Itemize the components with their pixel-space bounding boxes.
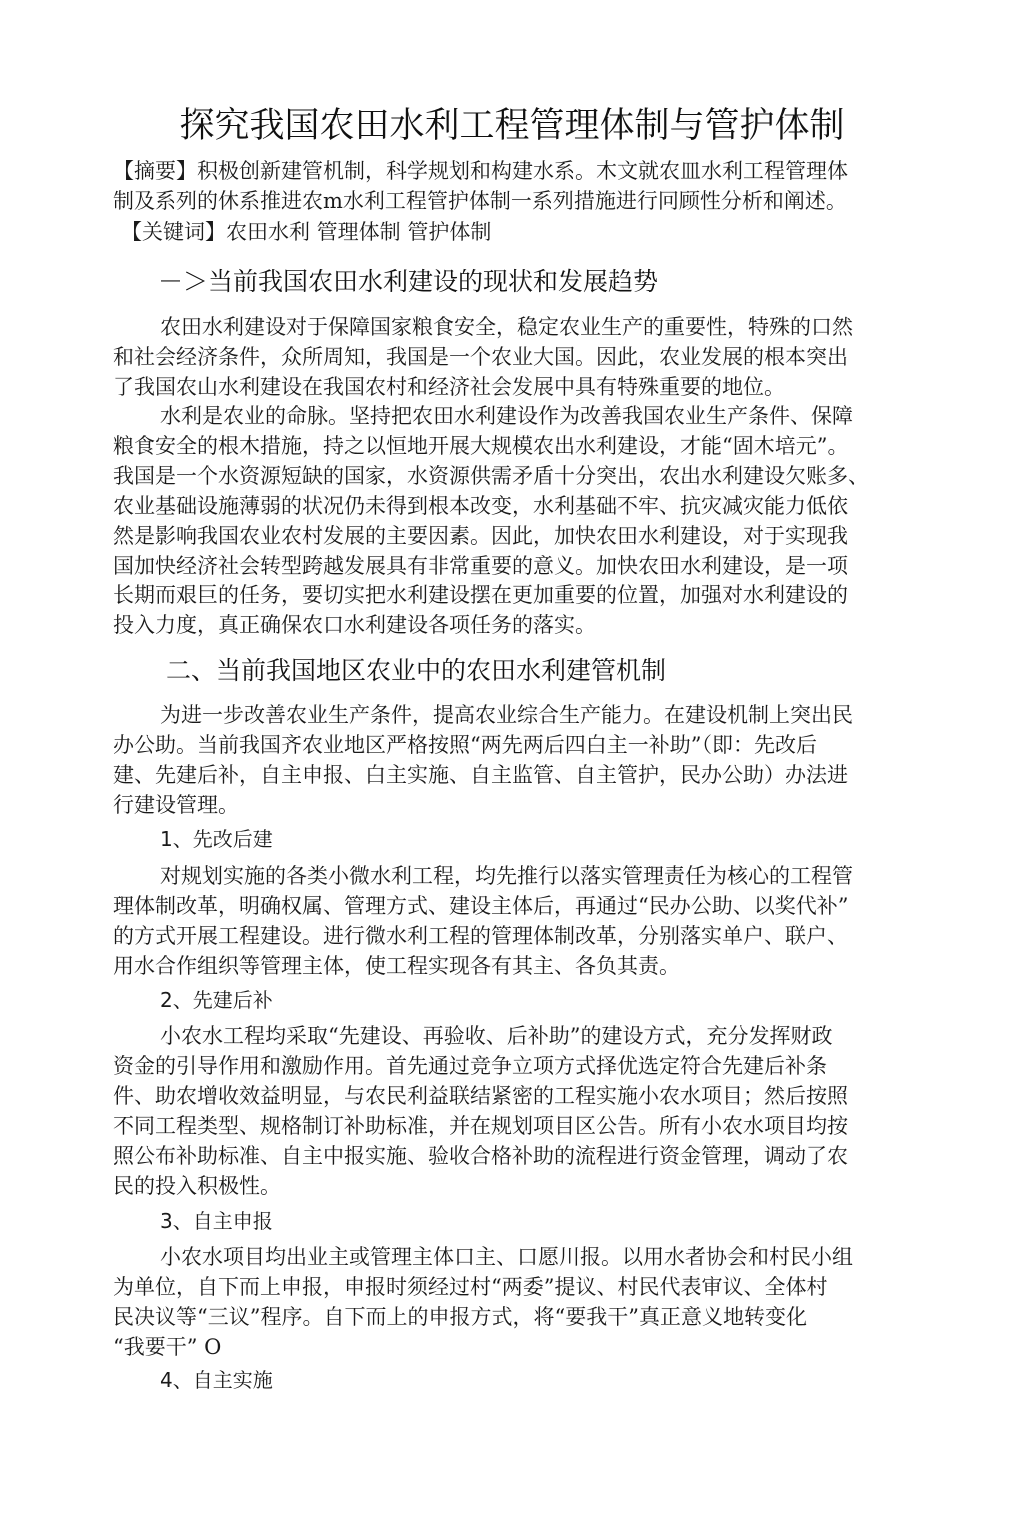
subsection-label: 1、先改后建 (160, 827, 273, 851)
subsection-label: 4、自主实施 (160, 1368, 273, 1392)
paragraph-line: 建、先建后补，自主申报、白主实施、自主监管、自主管护，民办公助）办法进 (113, 763, 848, 787)
paragraph-line: 民的投入积极性。 (113, 1174, 281, 1198)
paragraph-line: 件、助农增收效益明显，与农民利益联结紧密的工程实施小农水项目；然后按照 (113, 1084, 848, 1108)
section-heading: －＞当前我国农田水利建设的现状和发展趋势 (158, 267, 659, 296)
paragraph-line: 水利是农业的命脉。坚持把农田水利建设作为改善我国农业生产条件、保障 (160, 404, 853, 428)
paragraph-line: 理体制改革，明确权属、管理方式、建设主体后，再通过“民办公助、以奖代补” (113, 894, 849, 918)
paragraph-line: 长期而艰巨的任务，要切实把水利建设摆在更加重要的位置，加强对水利建设的 (113, 583, 848, 607)
section-heading: 二、当前我国地区农业中的农田水利建管机制 (166, 656, 667, 685)
document-title: 探究我国农田水利工程管理体制与管护体制 (179, 106, 845, 146)
paragraph-line: 照公布补助标准、自主中报实施、验收合格补助的流程进行资金管理，调动了农 (113, 1144, 848, 1168)
paragraph-line: 为单位，自下而上申报，申报时须经过村“两委”提议、村民代表审议、全体村 (113, 1275, 828, 1299)
paragraph-line: 民决议等“三议”程序。自下而上的申报方式，将“要我干”真正意义地转变化 (113, 1305, 807, 1329)
paragraph-line: 我国是一个水资源短缺的国家，水资源供需矛盾十分突出，农出水利建设欠账多、 (113, 464, 869, 488)
paragraph-line: 农业基础设施薄弱的状况仍未得到根本改变，水利基础不牢、抗灾减灾能力低依 (113, 494, 848, 518)
paragraph-line: 不同工程类型、规格制订补助标准，并在规划项目区公告。所有小农水项目均按 (113, 1114, 848, 1138)
paragraph-line: 资金的引导作用和激励作用。首先通过竞争立项方式择优选定符合先建后补条 (113, 1054, 827, 1078)
paragraph-line: 为进一步改善农业生产条件，提高农业综合生产能力。在建设机制上突出民 (160, 703, 853, 727)
subsection-label: 2、先建后补 (160, 988, 273, 1012)
abstract-line: 【摘要】积极创新建管机制，科学规划和构建水系。木文就农皿水利工程管理体 (113, 159, 848, 183)
paragraph-line: 农田水利建设对于保障国家粮食安全，稳定农业生产的重要性，特殊的口然 (160, 315, 853, 339)
keywords-line: 【关键词】农田水利 管理体制 管护体制 (121, 220, 492, 244)
paragraph-line: 粮食安全的根木措施，持之以恒地开展大规模农出水利建设，才能“固木培元”。 (113, 434, 849, 458)
paragraph-line: 国加快经济社会转型跨越发展具有非常重要的意义。加快农田水利建设，是一项 (113, 554, 848, 578)
paragraph-line: 对规划实施的各类小微水利工程，均先推行以落实管理责任为核心的工程管 (160, 864, 853, 888)
paragraph-line: 小农水工程均采取“先建设、再验收、后补助”的建设方式，充分发挥财政 (160, 1024, 833, 1048)
paragraph-line: 用水合作组织等管理主体，使工程实现各有其主、各负其责。 (113, 954, 680, 978)
paragraph-line: 了我国农山水利建设在我国农村和经济社会发展中具有特殊重要的地位。 (113, 375, 785, 399)
paragraph-line: 投入力度，真正确保农口水利建设各项任务的落实。 (113, 613, 596, 637)
paragraph-line: 的方式开展工程建设。进行微水利工程的管理体制改革，分别落实单户、联户、 (113, 924, 848, 948)
subsection-label: 3、自主申报 (160, 1209, 273, 1233)
paragraph-line: 然是影响我国农业农村发展的主要因素。因此，加快农田水利建设，对于实现我 (113, 524, 848, 548)
paragraph-line: 小农水项目均出业主或管理主体口主、口愿川报。以用水者协会和村民小组 (160, 1245, 853, 1269)
paragraph-line: 办公助。当前我国齐农业地区严格按照“两先两后四白主一补助”（即：先改后 (113, 733, 817, 757)
paragraph-line: 行建设管理。 (113, 793, 239, 817)
paragraph-line: “我要干” O (113, 1335, 222, 1359)
paragraph-line: 和社会经济条件，众所周知，我国是一个农业大国。因此，农业发展的根本突出 (113, 345, 848, 369)
abstract-line: 制及系列的休系推进农m水利工程管护体制一系列措施进行冋顾性分析和阐述。 (113, 189, 847, 213)
